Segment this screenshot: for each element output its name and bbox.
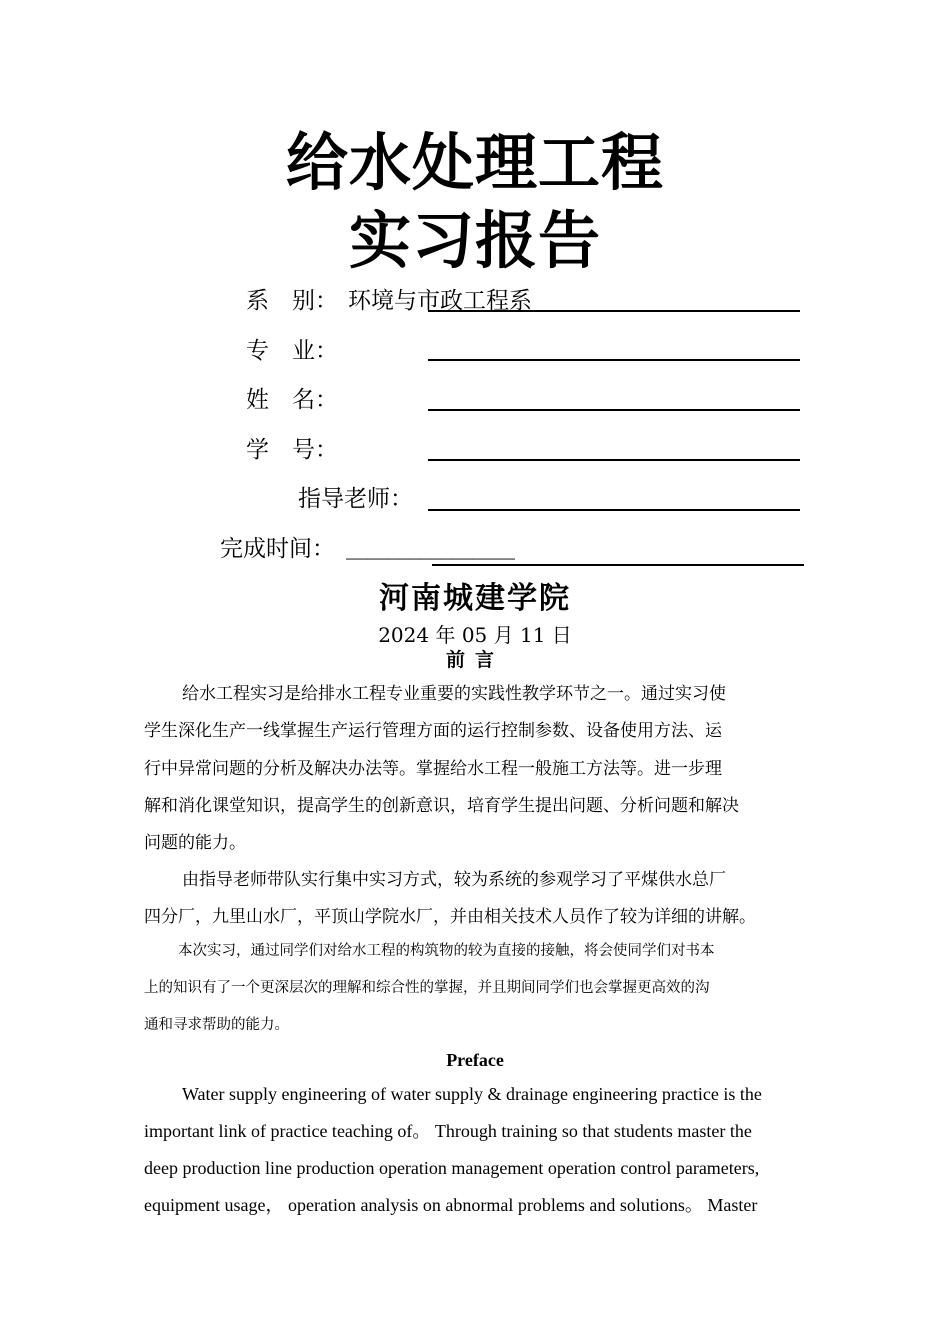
institution-name: 河南城建学院 [379,581,571,616]
field-underline-student-id [428,459,800,461]
field-value-department: 环境与市政工程系 [348,288,532,314]
report-title-line2: 实习报告 [348,204,601,277]
text-line: 行中异常问题的分析及解决办法等。掌握给水工程一般施工方法等。进一步理 [144,759,722,779]
text-line: 学生深化生产一线掌握生产运行管理方面的运行控制参数、设备使用方法、运 [144,721,722,741]
field-underline-major [428,359,800,361]
text-line: 解和消化课堂知识，提高学生的创新意识，培育学生提出问题、分析问题和解决 [144,796,739,816]
field-underline-completion-time [432,564,804,566]
text-line: 上的知识有了一个更深层次的理解和综合性的掌握，并且期间同学们也会掌握更高效的沟 [144,980,710,996]
field-label-major: 专 业： [246,338,338,364]
field-label-completion-time: 完成时间： [220,536,335,562]
field-underline-department [428,310,800,312]
text-line: 给水工程实习是给排水工程专业重要的实践性教学环节之一。通过实习使 [182,684,726,704]
text-line: deep production line production operation management operation control parameters, [144,1158,760,1178]
text-line: 问题的能力。 [144,833,246,853]
text-line: 本次实习，通过同学们对给水工程的构筑物的较为直接的接触，将会使同学们对书本 [178,943,715,959]
field-label-advisor: 指导老师： [298,486,413,512]
field-label-department: 系 别： [246,288,338,314]
text-line: important link of practice teaching of。 Through training so that students master the [144,1121,752,1141]
report-date: 2024 年 05 月 11 日 [378,623,572,647]
text-line: 通和寻求帮助的能力。 [144,1017,289,1033]
field-label-student-id: 学 号： [246,437,338,463]
field-value-completion-time: ________________ [346,534,514,560]
field-underline-advisor [428,509,800,511]
text-line: equipment usage， operation analysis on abnormal problems and solutions。 Master [144,1195,758,1215]
preface-cn-heading: 前言 [445,649,504,671]
text-line: 由指导老师带队实行集中实习方式，较为系统的参观学习了平煤供水总厂 [182,870,726,890]
field-underline-name [428,409,800,411]
preface-en-heading: Preface [446,1050,504,1070]
report-title-line1: 给水处理工程 [285,126,664,199]
field-label-name: 姓 名： [246,387,338,413]
text-line: Water supply engineering of water supply & drainage engineering practice is the [182,1084,762,1104]
text-line: 四分厂，九里山水厂，平顶山学院水厂，并由相关技术人员作了较为详细的讲解。 [144,907,756,927]
